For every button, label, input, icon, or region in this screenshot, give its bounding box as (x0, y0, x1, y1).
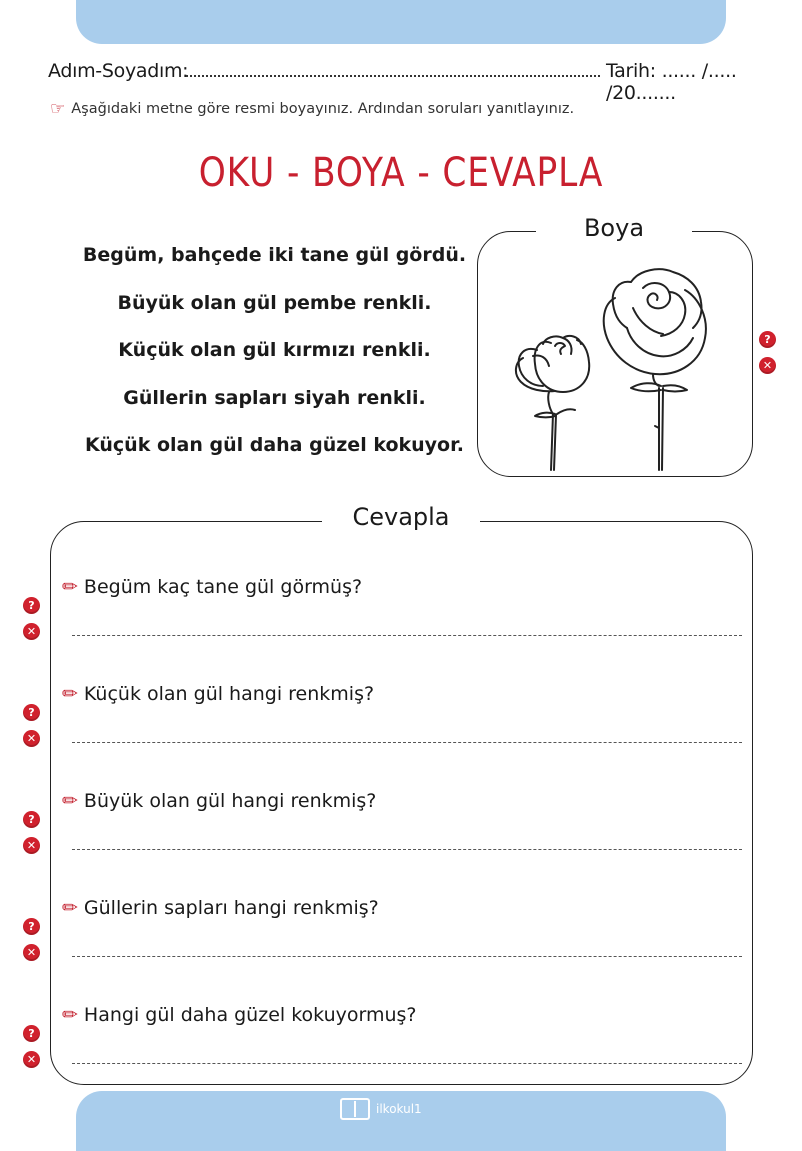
roses-illustration[interactable] (503, 258, 733, 474)
question-3 (62, 790, 376, 812)
clear-icon[interactable]: ✕ (23, 730, 40, 747)
clear-icon[interactable]: ✕ (23, 1051, 40, 1068)
answer-line-3[interactable] (72, 849, 742, 850)
pencil-icon: ✏ (62, 683, 78, 705)
student-info-line (48, 58, 748, 104)
pencil-icon: ✏ (62, 576, 78, 598)
top-decor-band (76, 0, 726, 44)
pencil-icon: ✏ (62, 897, 78, 919)
date-label: Tarih: ...... /..... /20....... (606, 60, 737, 104)
help-icon[interactable]: ? (759, 331, 776, 348)
answer-line-1[interactable] (72, 635, 742, 636)
story-line: Küçük olan gül daha güzel kokuyor. (85, 434, 464, 456)
clear-icon[interactable]: ✕ (23, 837, 40, 854)
answer-line-2[interactable] (72, 742, 742, 743)
clear-icon[interactable]: ✕ (23, 623, 40, 640)
answer-line-5[interactable] (72, 1063, 742, 1064)
question-1 (62, 576, 362, 598)
clear-icon[interactable]: ✕ (759, 357, 776, 374)
question-2 (62, 683, 374, 705)
story-line: Begüm, bahçede iki tane gül gördü. (82, 244, 467, 266)
instruction-text: Aşağıdaki metne göre resmi boyayınız. Ardından soruları yanıtlayınız. (71, 101, 575, 117)
footer-logo (340, 1098, 422, 1120)
answer-label: Cevapla (322, 503, 480, 531)
footer-brand: ilkokul1 (376, 1102, 422, 1116)
page-title: OKU - BOYA - CEVAPLA (198, 150, 604, 196)
question-text: Begüm kaç tane gül görmüş? (83, 576, 363, 598)
story-line: Büyük olan gül pembe renkli. (117, 291, 432, 314)
story-text (82, 235, 467, 473)
question-1-tools (23, 597, 41, 649)
question-5 (62, 1004, 417, 1026)
help-icon[interactable]: ? (23, 704, 40, 721)
instruction (50, 99, 574, 119)
book-icon (340, 1098, 370, 1120)
help-icon[interactable]: ? (23, 918, 40, 935)
question-text: Hangi gül daha güzel kokuyormuş? (83, 1004, 417, 1026)
pointing-hand-icon: ☞ (50, 99, 66, 119)
big-rose[interactable] (604, 269, 706, 470)
question-text: Büyük olan gül hangi renkmiş? (83, 790, 377, 812)
story-line: Küçük olan gül kırmızı renkli. (118, 339, 431, 361)
name-label: Adım-Soyadım: (48, 60, 189, 82)
question-3-tools (23, 811, 41, 863)
story-line: Güllerin sapları siyah renkli. (123, 386, 426, 409)
paint-box-tools (759, 331, 777, 383)
help-icon[interactable]: ? (23, 1025, 40, 1042)
question-text: Küçük olan gül hangi renkmiş? (83, 683, 375, 705)
question-text: Güllerin sapları hangi renkmiş? (83, 897, 379, 919)
question-4 (62, 897, 379, 919)
question-4-tools (23, 918, 41, 970)
help-icon[interactable]: ? (23, 811, 40, 828)
question-5-tools (23, 1025, 41, 1077)
paint-label: Boya (536, 214, 692, 242)
name-blank[interactable] (186, 75, 600, 77)
small-rose[interactable] (516, 336, 589, 470)
clear-icon[interactable]: ✕ (23, 944, 40, 961)
answer-line-4[interactable] (72, 956, 742, 957)
help-icon[interactable]: ? (23, 597, 40, 614)
pencil-icon: ✏ (62, 790, 78, 812)
pencil-icon: ✏ (62, 1004, 78, 1026)
question-2-tools (23, 704, 41, 756)
